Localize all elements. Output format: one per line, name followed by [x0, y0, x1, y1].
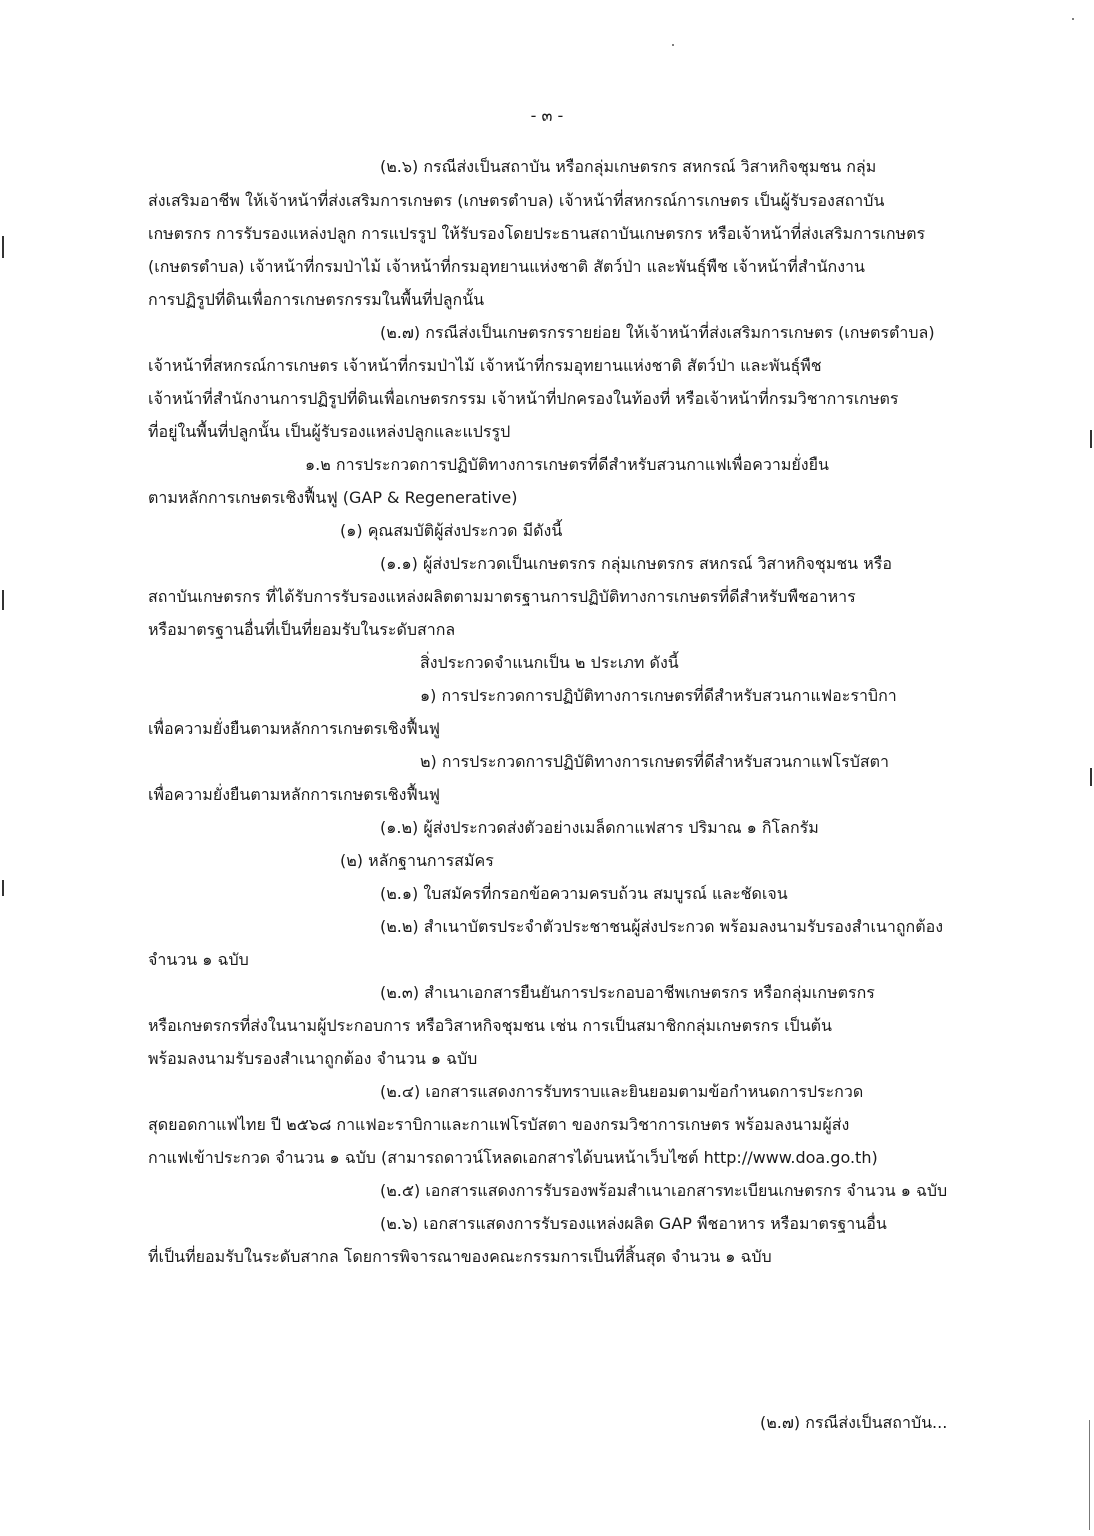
footer-continuation: (๒.๗) กรณีส่งเป็นสถาบัน...: [760, 1413, 948, 1432]
page-number: - ๓ -: [530, 106, 564, 125]
text-line: เจ้าหน้าที่สำนักงานการปฏิรูปที่ดินเพื่อเกษตรกรรม เจ้าหน้าที่ปกครองในท้องที่ หรือเจ้าหน้าที่กรมวิชาการเกษตร: [148, 389, 899, 408]
text-line: สุดยอดกาแฟไทย ปี ๒๕๖๘ กาแฟอะราบิกาและกาแฟโรบัสตา ของกรมวิชาการเกษตร พร้อมลงนามผู้ส่ง: [148, 1115, 850, 1134]
text-line: ที่เป็นที่ยอมรับในระดับสากล โดยการพิจารณาของคณะกรรมการเป็นที่สิ้นสุด จำนวน ๑ ฉบับ: [148, 1247, 772, 1266]
text-line: (๒) หลักฐานการสมัคร: [340, 851, 494, 870]
text-line: สถาบันเกษตรกร ที่ได้รับการรับรองแหล่งผลิตตามมาตรฐานการปฏิบัติทางการเกษตรที่ดีสำหรับพืชอาหาร: [148, 587, 856, 606]
text-line: (เกษตรตำบล) เจ้าหน้าที่กรมป่าไม้ เจ้าหน้าที่กรมอุทยานแห่งชาติ สัตว์ป่า และพันธุ์พืช เจ้าหน้าที่สำนักงาน: [148, 257, 865, 276]
scan-mark: [1090, 768, 1092, 786]
text-line: (๒.๖) เอกสารแสดงการรับรองแหล่งผลิต GAP พืชอาหาร หรือมาตรฐานอื่น: [380, 1214, 887, 1233]
text-line: จำนวน ๑ ฉบับ: [148, 950, 249, 969]
text-line: การปฏิรูปที่ดินเพื่อการเกษตรกรรมในพื้นที่ปลูกนั้น: [148, 290, 485, 309]
text-line: (๒.๓) สำเนาเอกสารยืนยันการประกอบอาชีพเกษตรกร หรือกลุ่มเกษตรกร: [380, 983, 875, 1002]
text-line: ๒) การประกวดการปฏิบัติทางการเกษตรที่ดีสำหรับสวนกาแฟโรบัสตา: [420, 752, 890, 771]
text-line: กาแฟเข้าประกวด จำนวน ๑ ฉบับ (สามารถดาวน์โหลดเอกสารได้บนหน้าเว็บไซต์ http://www.doa.go.th): [148, 1148, 878, 1167]
scan-speck: [1072, 18, 1074, 20]
text-line: (๒.๗) กรณีส่งเป็นเกษตรกรรายย่อย ให้เจ้าหน้าที่ส่งเสริมการเกษตร (เกษตรตำบล): [380, 323, 935, 342]
text-line: สิ่งประกวดจำแนกเป็น ๒ ประเภท ดังนี้: [420, 653, 679, 672]
scan-mark: [2, 236, 4, 258]
text-line: (๒.๕) เอกสารแสดงการรับรองพร้อมสำเนาเอกสารทะเบียนเกษตรกร จำนวน ๑ ฉบับ: [380, 1181, 948, 1200]
text-line: หรือเกษตรกรที่ส่งในนามผู้ประกอบการ หรือวิสาหกิจชุมชน เช่น การเป็นสมาชิกกลุ่มเกษตรกร เป็นต้น: [148, 1016, 832, 1035]
scan-mark: [1090, 430, 1092, 448]
text-line: (๑) คุณสมบัติผู้ส่งประกวด มีดังนี้: [340, 521, 563, 540]
text-line: ๑) การประกวดการปฏิบัติทางการเกษตรที่ดีสำหรับสวนกาแฟอะราบิกา: [420, 686, 897, 705]
text-line: เจ้าหน้าที่สหกรณ์การเกษตร เจ้าหน้าที่กรมป่าไม้ เจ้าหน้าที่กรมอุทยานแห่งชาติ สัตว์ป่า และพันธุ์พืช: [148, 356, 822, 375]
scan-mark: [2, 880, 4, 896]
text-line: (๑.๑) ผู้ส่งประกวดเป็นเกษตรกร กลุ่มเกษตรกร สหกรณ์ วิสาหกิจชุมชน หรือ: [380, 554, 892, 573]
scan-mark: [1089, 1420, 1090, 1530]
scan-mark: [2, 590, 4, 610]
text-line: (๑.๒) ผู้ส่งประกวดส่งตัวอย่างเมล็ดกาแฟสาร ปริมาณ ๑ กิโลกรัม: [380, 818, 819, 837]
scan-speck: [672, 44, 674, 46]
text-line: เพื่อความยั่งยืนตามหลักการเกษตรเชิงฟื้นฟู: [148, 719, 440, 738]
text-line: ที่อยู่ในพื้นที่ปลูกนั้น เป็นผู้รับรองแหล่งปลูกและแปรรูป: [148, 422, 511, 441]
text-line: ส่งเสริมอาชีพ ให้เจ้าหน้าที่ส่งเสริมการเกษตร (เกษตรตำบล) เจ้าหน้าที่สหกรณ์การเกษตร เป็นผู้รับรองสถาบัน: [148, 191, 885, 210]
text-line: พร้อมลงนามรับรองสำเนาถูกต้อง จำนวน ๑ ฉบับ: [148, 1049, 478, 1068]
text-line: หรือมาตรฐานอื่นที่เป็นที่ยอมรับในระดับสากล: [148, 620, 456, 639]
text-line: (๒.๒) สำเนาบัตรประจำตัวประชาชนผู้ส่งประกวด พร้อมลงนามรับรองสำเนาถูกต้อง: [380, 917, 944, 936]
text-line: ๑.๒ การประกวดการปฏิบัติทางการเกษตรที่ดีสำหรับสวนกาแฟเพื่อความยั่งยืน: [305, 455, 829, 474]
text-line: ตามหลักการเกษตรเชิงฟื้นฟู (GAP & Regenerative): [148, 488, 518, 507]
text-line: เกษตรกร การรับรองแหล่งปลูก การแปรรูป ให้รับรองโดยประธานสถาบันเกษตรกร หรือเจ้าหน้าที่ส่งเสริมการเกษตร: [148, 224, 926, 243]
text-line: (๒.๖) กรณีส่งเป็นสถาบัน หรือกลุ่มเกษตรกร สหกรณ์ วิสาหกิจชุมชน กลุ่ม: [380, 157, 877, 176]
text-line: (๒.๔) เอกสารแสดงการรับทราบและยินยอมตามข้อกำหนดการประกวด: [380, 1082, 864, 1101]
text-line: (๒.๑) ใบสมัครที่กรอกข้อความครบถ้วน สมบูรณ์ และชัดเจน: [380, 884, 788, 903]
text-line: เพื่อความยั่งยืนตามหลักการเกษตรเชิงฟื้นฟู: [148, 785, 440, 804]
